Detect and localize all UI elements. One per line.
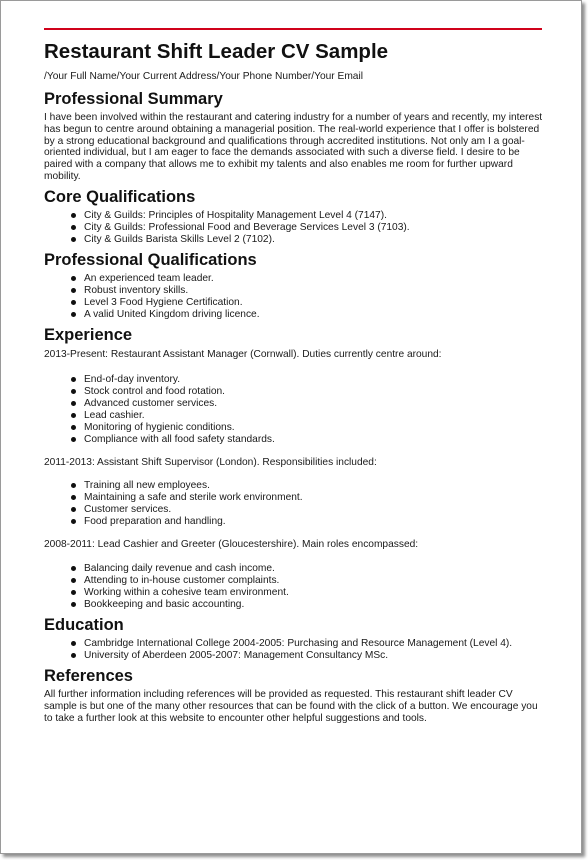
job-duties-list (44, 563, 544, 611)
list-item: Working within a cohesive team environment. (84, 587, 544, 599)
list-item: Bookkeeping and basic accounting. (84, 599, 544, 611)
core-heading: Core Qualifications (44, 187, 196, 206)
job-title: 2013-Present: Restaurant Assistant Manager (Cornwall). Duties currently centre around: (44, 348, 442, 360)
job-duties-list (44, 480, 544, 528)
list-item: Robust inventory skills. (84, 285, 544, 297)
list-item: A valid United Kingdom driving licence. (84, 309, 544, 321)
core-list (44, 210, 544, 246)
list-item: Stock control and food rotation. (84, 386, 544, 398)
cv-content (44, 40, 544, 725)
list-item: Lead cashier. (84, 410, 544, 422)
professional-list (44, 273, 544, 321)
summary-heading: Professional Summary (44, 90, 223, 108)
list-item: Customer services. (84, 504, 544, 516)
references-text: All further information including references will be provided as requested. This restaurant shift leader CV sample is but one of the many other resources that can be found with the click of a button. We encourage you to take a further look at this website to encounter other helpful suggestions and tools. (44, 689, 538, 724)
list-item: Advanced customer services. (84, 398, 544, 410)
job-title: 2011-2013: Assistant Shift Supervisor (London). Responsibilities included: (44, 456, 377, 468)
list-item: Attending to in-house customer complaints. (84, 575, 544, 587)
header-rule (44, 28, 542, 30)
list-item: City & Guilds Barista Skills Level 2 (7102). (84, 234, 544, 246)
list-item: An experienced team leader. (84, 273, 544, 285)
job-duties-list (44, 374, 544, 446)
job-title: 2008-2011: Lead Cashier and Greeter (Gloucestershire). Main roles encompassed: (44, 539, 419, 551)
cv-title: Restaurant Shift Leader CV Sample (44, 40, 389, 63)
list-item: Cambridge International College 2004-2005: Purchasing and Resource Management (Level 4). (84, 638, 544, 650)
list-item: Monitoring of hygienic conditions. (84, 422, 544, 434)
list-item: End-of-day inventory. (84, 374, 544, 386)
summary-text: I have been involved within the restaurant and catering industry for a number of years and recently, my interest has begun to centre around obtaining a managerial position. The real-world experience that I offer is bolstered by a strong educational background and qualifications through accredited institutions. Not only am I a goal-oriented individual, but I am eager to face the demands associated with such a diverse field. I desire to be paired with a company that allows me to exhibit my talents and also enables me room for further upward mobility. (44, 112, 543, 182)
experience-heading: Experience (44, 325, 133, 344)
professional-heading: Professional Qualifications (44, 250, 257, 269)
list-item: University of Aberdeen 2005-2007: Management Consultancy MSc. (84, 650, 544, 662)
list-item: Level 3 Food Hygiene Certification. (84, 297, 544, 309)
references-heading: References (44, 667, 133, 686)
list-item: City & Guilds: Principles of Hospitality Management Level 4 (7147). (84, 210, 544, 222)
contact-line: /Your Full Name/Your Current Address/Your Phone Number/Your Email (44, 71, 364, 82)
list-item: Maintaining a safe and sterile work environment. (84, 492, 544, 504)
list-item: Balancing daily revenue and cash income. (84, 563, 544, 575)
list-item: Training all new employees. (84, 480, 544, 492)
list-item: Food preparation and handling. (84, 516, 544, 528)
education-heading: Education (44, 616, 124, 635)
education-list (44, 638, 544, 662)
list-item: City & Guilds: Professional Food and Beverage Services Level 3 (7103). (84, 222, 544, 234)
list-item: Compliance with all food safety standards. (84, 434, 544, 446)
